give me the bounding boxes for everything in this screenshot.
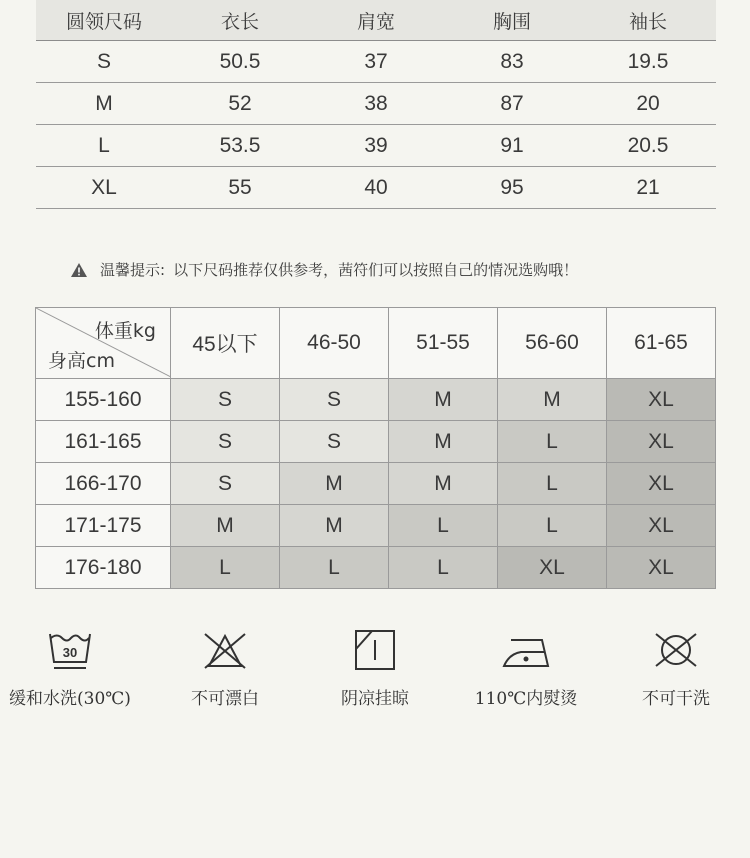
table-cell: 83 (444, 41, 580, 83)
table-cell: 53.5 (172, 125, 308, 167)
size-cell: M (498, 379, 607, 421)
weight-header: 51-55 (389, 308, 498, 379)
header-size: 圆领尺码 (36, 0, 172, 41)
corner-header (36, 308, 171, 379)
table-cell: 52 (172, 83, 308, 125)
care-item-no-dry-clean (601, 628, 750, 709)
size-cell: XL (607, 421, 716, 463)
table-row (36, 547, 716, 589)
header-sleeve: 袖长 (580, 0, 716, 41)
table-cell: 95 (444, 167, 580, 209)
table-cell: 55 (172, 167, 308, 209)
iron-110-icon (501, 628, 551, 672)
care-item-line-dry (300, 628, 450, 709)
height-axis-label: 身高cm (48, 350, 115, 372)
size-cell: S (280, 379, 389, 421)
header-length: 衣长 (172, 0, 308, 41)
table-cell: 19.5 (580, 41, 716, 83)
size-cell: XL (607, 547, 716, 589)
wash-30-icon (47, 628, 93, 672)
size-recommendation-table (35, 307, 716, 589)
size-cell: S (171, 379, 280, 421)
weight-header: 61-65 (607, 308, 716, 379)
care-item-no-bleach (150, 628, 300, 709)
size-cell: L (498, 505, 607, 547)
size-table-header (36, 0, 716, 41)
table-cell: 91 (444, 125, 580, 167)
no-bleach-icon (202, 628, 248, 672)
size-cell: L (389, 547, 498, 589)
care-label: 110℃内熨烫 (474, 689, 578, 709)
weight-axis-label: 体重kg (94, 320, 156, 342)
wash-temp: 30 (62, 645, 78, 660)
table-cell: 20.5 (580, 125, 716, 167)
size-cell: L (171, 547, 280, 589)
table-row (36, 41, 716, 83)
size-cell: XL (607, 463, 716, 505)
size-cell: S (171, 421, 280, 463)
table-cell: 21 (580, 167, 716, 209)
care-label: 不可漂白 (191, 689, 259, 709)
table-cell: 38 (308, 83, 444, 125)
line-dry-shade-icon (352, 628, 398, 672)
height-cell: 176-180 (36, 547, 171, 589)
weight-header: 56-60 (498, 308, 607, 379)
size-table (36, 0, 716, 209)
table-cell: 20 (580, 83, 716, 125)
size-cell: L (498, 421, 607, 463)
height-cell: 166-170 (36, 463, 171, 505)
size-tip (70, 259, 578, 280)
size-cell: S (280, 421, 389, 463)
table-cell: 50.5 (172, 41, 308, 83)
table-cell: 40 (308, 167, 444, 209)
table-cell: 87 (444, 83, 580, 125)
care-label: 阴凉挂晾 (341, 689, 409, 709)
table-row (36, 379, 716, 421)
table-cell: 39 (308, 125, 444, 167)
size-cell: L (498, 463, 607, 505)
size-cell: L (389, 505, 498, 547)
height-cell: 155-160 (36, 379, 171, 421)
table-row (36, 421, 716, 463)
weight-header-row (36, 308, 716, 379)
header-shoulder: 肩宽 (308, 0, 444, 41)
care-label: 缓和水洗(30℃) (9, 689, 131, 709)
care-item-iron (451, 628, 601, 709)
size-cell: M (171, 505, 280, 547)
table-cell: M (36, 83, 172, 125)
size-cell: XL (607, 505, 716, 547)
size-cell: M (280, 463, 389, 505)
weight-header: 46-50 (280, 308, 389, 379)
height-cell: 171-175 (36, 505, 171, 547)
size-cell: XL (607, 379, 716, 421)
table-cell: XL (36, 167, 172, 209)
weight-header: 45以下 (171, 308, 280, 379)
table-row (36, 505, 716, 547)
table-row (36, 167, 716, 209)
table-row (36, 83, 716, 125)
care-label: 不可干洗 (642, 689, 710, 709)
tip-text: 以下尺码推荐仅供参考，茜符们可以按照自己的情况选购哦！ (173, 261, 579, 279)
height-cell: 161-165 (36, 421, 171, 463)
warning-icon (70, 262, 88, 278)
size-cell: M (280, 505, 389, 547)
care-item-wash (0, 628, 145, 709)
table-cell: L (36, 125, 172, 167)
table-row (36, 125, 716, 167)
size-cell: M (389, 463, 498, 505)
table-row (36, 463, 716, 505)
header-chest: 胸围 (444, 0, 580, 41)
size-cell: L (280, 547, 389, 589)
table-cell: 37 (308, 41, 444, 83)
size-cell: S (171, 463, 280, 505)
size-cell: M (389, 421, 498, 463)
size-cell: M (389, 379, 498, 421)
size-cell: XL (498, 547, 607, 589)
tip-label: 温馨提示: (100, 261, 166, 279)
table-cell: S (36, 41, 172, 83)
no-dry-clean-icon (653, 628, 699, 672)
